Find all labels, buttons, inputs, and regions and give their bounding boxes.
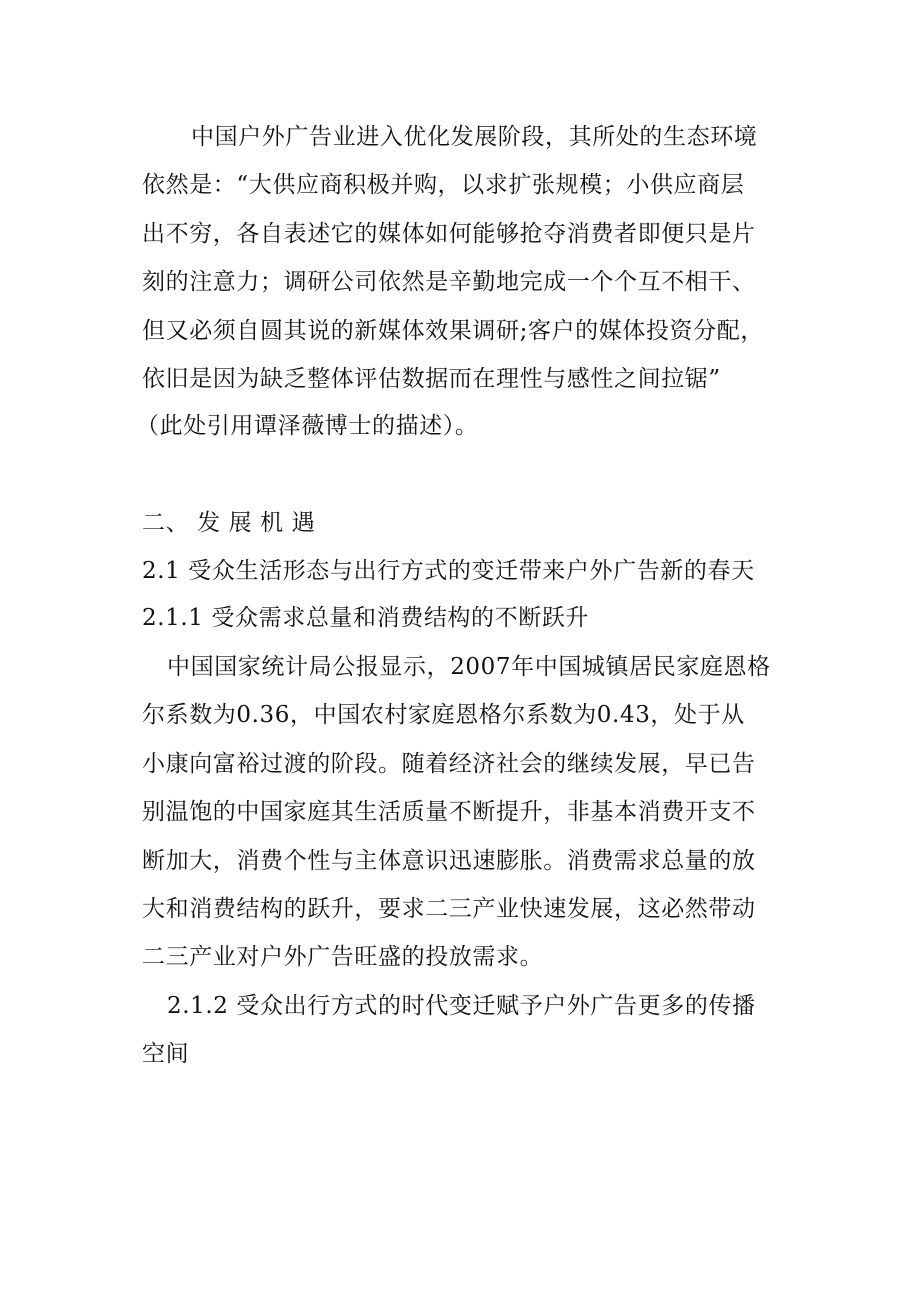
- text-line: 断加大，消费个性与主体意识迅速膨胀。消费需求总量的放: [142, 848, 756, 874]
- text-line: 但又必须自圆其说的新媒体效果调研;客户的媒体投资分配，: [142, 318, 764, 344]
- subsection-heading-2-1-1: 2.1.1 受众需求总量和消费结构的不断跃升: [142, 605, 590, 631]
- text-line: 尔系数为0.36，中国农村家庭恩格尔系数为0.43，处于从: [142, 702, 745, 728]
- text-line: 小康向富裕过渡的阶段。随着经济社会的继续发展，早已告: [142, 751, 756, 777]
- text-line: 大和消费结构的跃升，要求二三产业快速发展，这必然带动: [142, 896, 756, 922]
- text-line: 中国国家统计局公报显示，2007年中国城镇居民家庭恩格: [167, 654, 771, 680]
- text-line: 依旧是因为缺乏整体评估数据而在理性与感性之间拉锯”: [142, 366, 721, 392]
- text-line: 空间: [142, 1041, 190, 1067]
- text-line: 2.1.2 受众出行方式的时代变迁赋予户外广告更多的传播: [167, 993, 756, 1019]
- section-heading: 二、 发 展 机 遇: [142, 510, 316, 536]
- text-line: 二三产业对户外广告旺盛的投放需求。: [142, 944, 544, 970]
- text-line: 别温饱的中国家庭其生活质量不断提升，非基本消费开支不: [142, 799, 756, 825]
- text-line: （此处引用谭泽薇博士的描述）。: [136, 413, 479, 439]
- text-line: 出不穷，各自表述它的媒体如何能够抢夺消费者即便只是片: [142, 221, 756, 247]
- text-line: 中国户外广告业进入优化发展阶段，其所处的生态环境: [191, 124, 758, 150]
- text-line: 刻的注意力；调研公司依然是辛勤地完成一个个互不相干、: [142, 269, 756, 295]
- subsection-heading-2-1: 2.1 受众生活形态与出行方式的变迁带来户外广告新的春天: [142, 558, 755, 584]
- text-line: 依然是：“大供应商积极并购，以求扩张规模；小供应商层: [142, 172, 745, 198]
